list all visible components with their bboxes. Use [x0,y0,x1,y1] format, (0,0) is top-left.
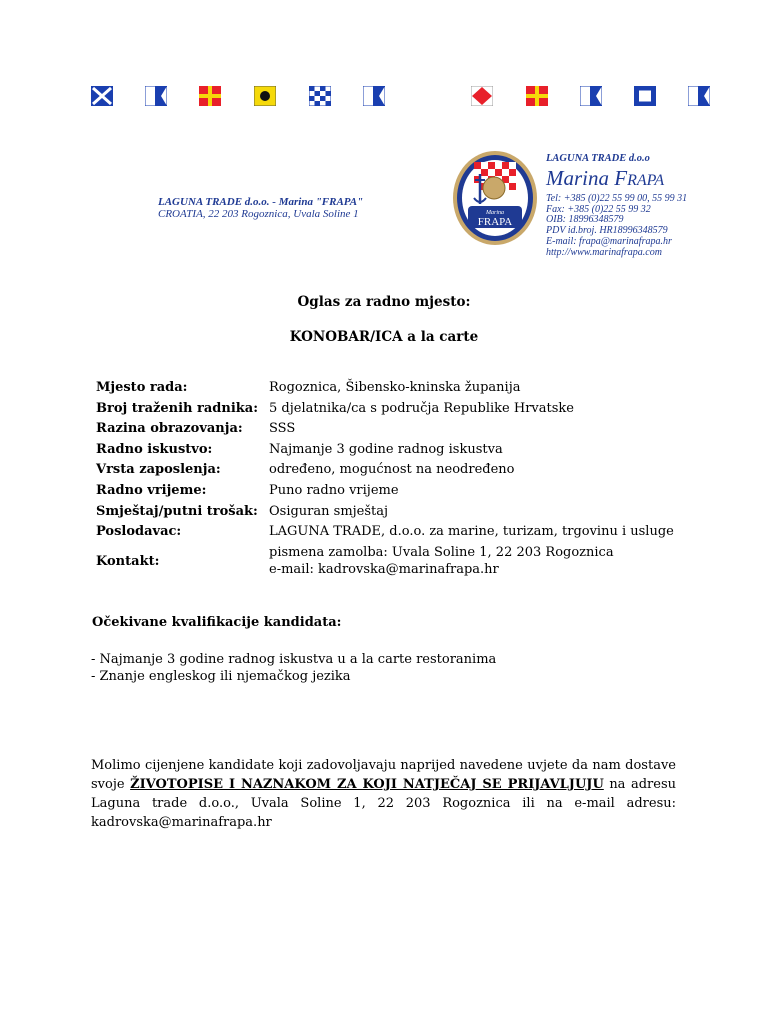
detail-label: Radno vrijeme: [96,482,207,498]
detail-value: Puno radno vrijeme [269,482,399,498]
detail-value: SSS [269,421,296,437]
detail-label: Smještaj/putni trošak: [96,503,258,519]
letterhead-address [158,196,363,220]
letterhead-website: http://www.marinafrapa.com [546,246,662,258]
detail-label: Vrsta zaposlenja: [96,462,221,478]
flag-blue-square-icon [634,86,656,106]
job-position-title: KONOBAR/ICA a la carte [289,329,479,345]
letterhead-company-line: LAGUNA TRADE d.o.o. - Marina "FRAPA" [158,196,364,208]
closing-paragraph [91,756,676,832]
qualifications-heading: Očekivane kvalifikacije kandidata: [92,615,342,630]
qualification-item: - Najmanje 3 godine radnog iskustva u a la carte restoranima [91,652,497,667]
detail-value: Najmanje 3 godine radnog iskustva [269,441,503,457]
letterhead-oib: OIB: 18996348579 [546,214,624,226]
detail-label: Poslodavac: [96,524,182,540]
letterhead-address-line: CROATIA, 22 203 Rogoznica, Uvala Soline 1 [158,208,359,220]
detail-value: Rogoznica, Šibensko-kninska županija [269,380,521,395]
flag-checker-icon [309,86,331,106]
flag-v-icon [91,86,113,106]
flag-red-diamond-icon [471,86,493,106]
flag-d-icon [254,86,276,106]
document-title: Oglas za radno mjesto: [297,294,471,310]
flag-r-icon [526,86,548,106]
detail-value [269,544,614,578]
flag-a-icon [688,86,710,106]
contact-address: pismena zamolba: Uvala Soline 1, 22 203 Rogoznica [269,544,614,560]
contact-email: e-mail: kadrovska@marinafrapa.hr [269,561,499,577]
qualifications-list [91,651,496,685]
marina-name-initial: F [614,165,628,190]
marina-frapa-logo [450,148,540,248]
letterhead-fax: Fax: +385 (0)22 55 99 32 [546,203,651,215]
detail-label: Radno iskustvo: [96,441,213,457]
letterhead-company-name: LAGUNA TRADE d.o.o [546,153,650,164]
detail-value: LAGUNA TRADE, d.o.o. za marine, turizam, trgovinu i usluge [269,524,674,540]
closing-emphasis: ŽIVOTOPISE I NAZNAKOM ZA KOJI NATJEČAJ SE PRIJAVLJUJU [130,777,604,792]
detail-label: Broj traženih radnika: [96,400,259,416]
flag-a-icon [580,86,602,106]
logo-frapa-text: FRAPA [477,216,513,228]
closing-text-after: na adresu Laguna trade d.o.o., Uvala Soline 1, 22 203 Rogoznica ili na e-mail adresu: kadrovska@marinafrapa.hr [91,777,676,830]
letterhead-marina-name [546,167,687,192]
logo-marina-text: Marina [486,210,504,216]
detail-label: Mjesto rada: [96,380,188,395]
letterhead-pdv: PDV id.broj. HR18996348579 [546,225,668,237]
marina-name-rest: RAPA [627,171,665,189]
flag-a-icon [363,86,385,106]
detail-label: Kontakt: [96,553,160,569]
letterhead-tel: Tel: +385 (0)22 55 99 00, 55 99 31 [546,192,688,204]
marina-word: Marina [546,165,609,190]
detail-label: Razina obrazovanja: [96,421,243,437]
detail-value: određeno, mogućnost na neodređeno [269,462,515,478]
letterhead-email: E-mail: frapa@marinafrapa.hr [546,235,672,247]
detail-value: 5 djelatnika/ca s područja Republike Hrvatske [269,400,574,416]
detail-value: Osiguran smještaj [269,503,389,519]
flag-a-icon [145,86,167,106]
flag-r-icon [199,86,221,106]
letterhead-contact-block [546,154,687,259]
qualification-item: - Znanje engleskog ili njemačkog jezika [91,669,351,684]
closing-text-before: Molimo cijenjene kandidate koji zadovoljavaju naprijed navedene uvjete da nam dostave svoje [91,758,676,792]
